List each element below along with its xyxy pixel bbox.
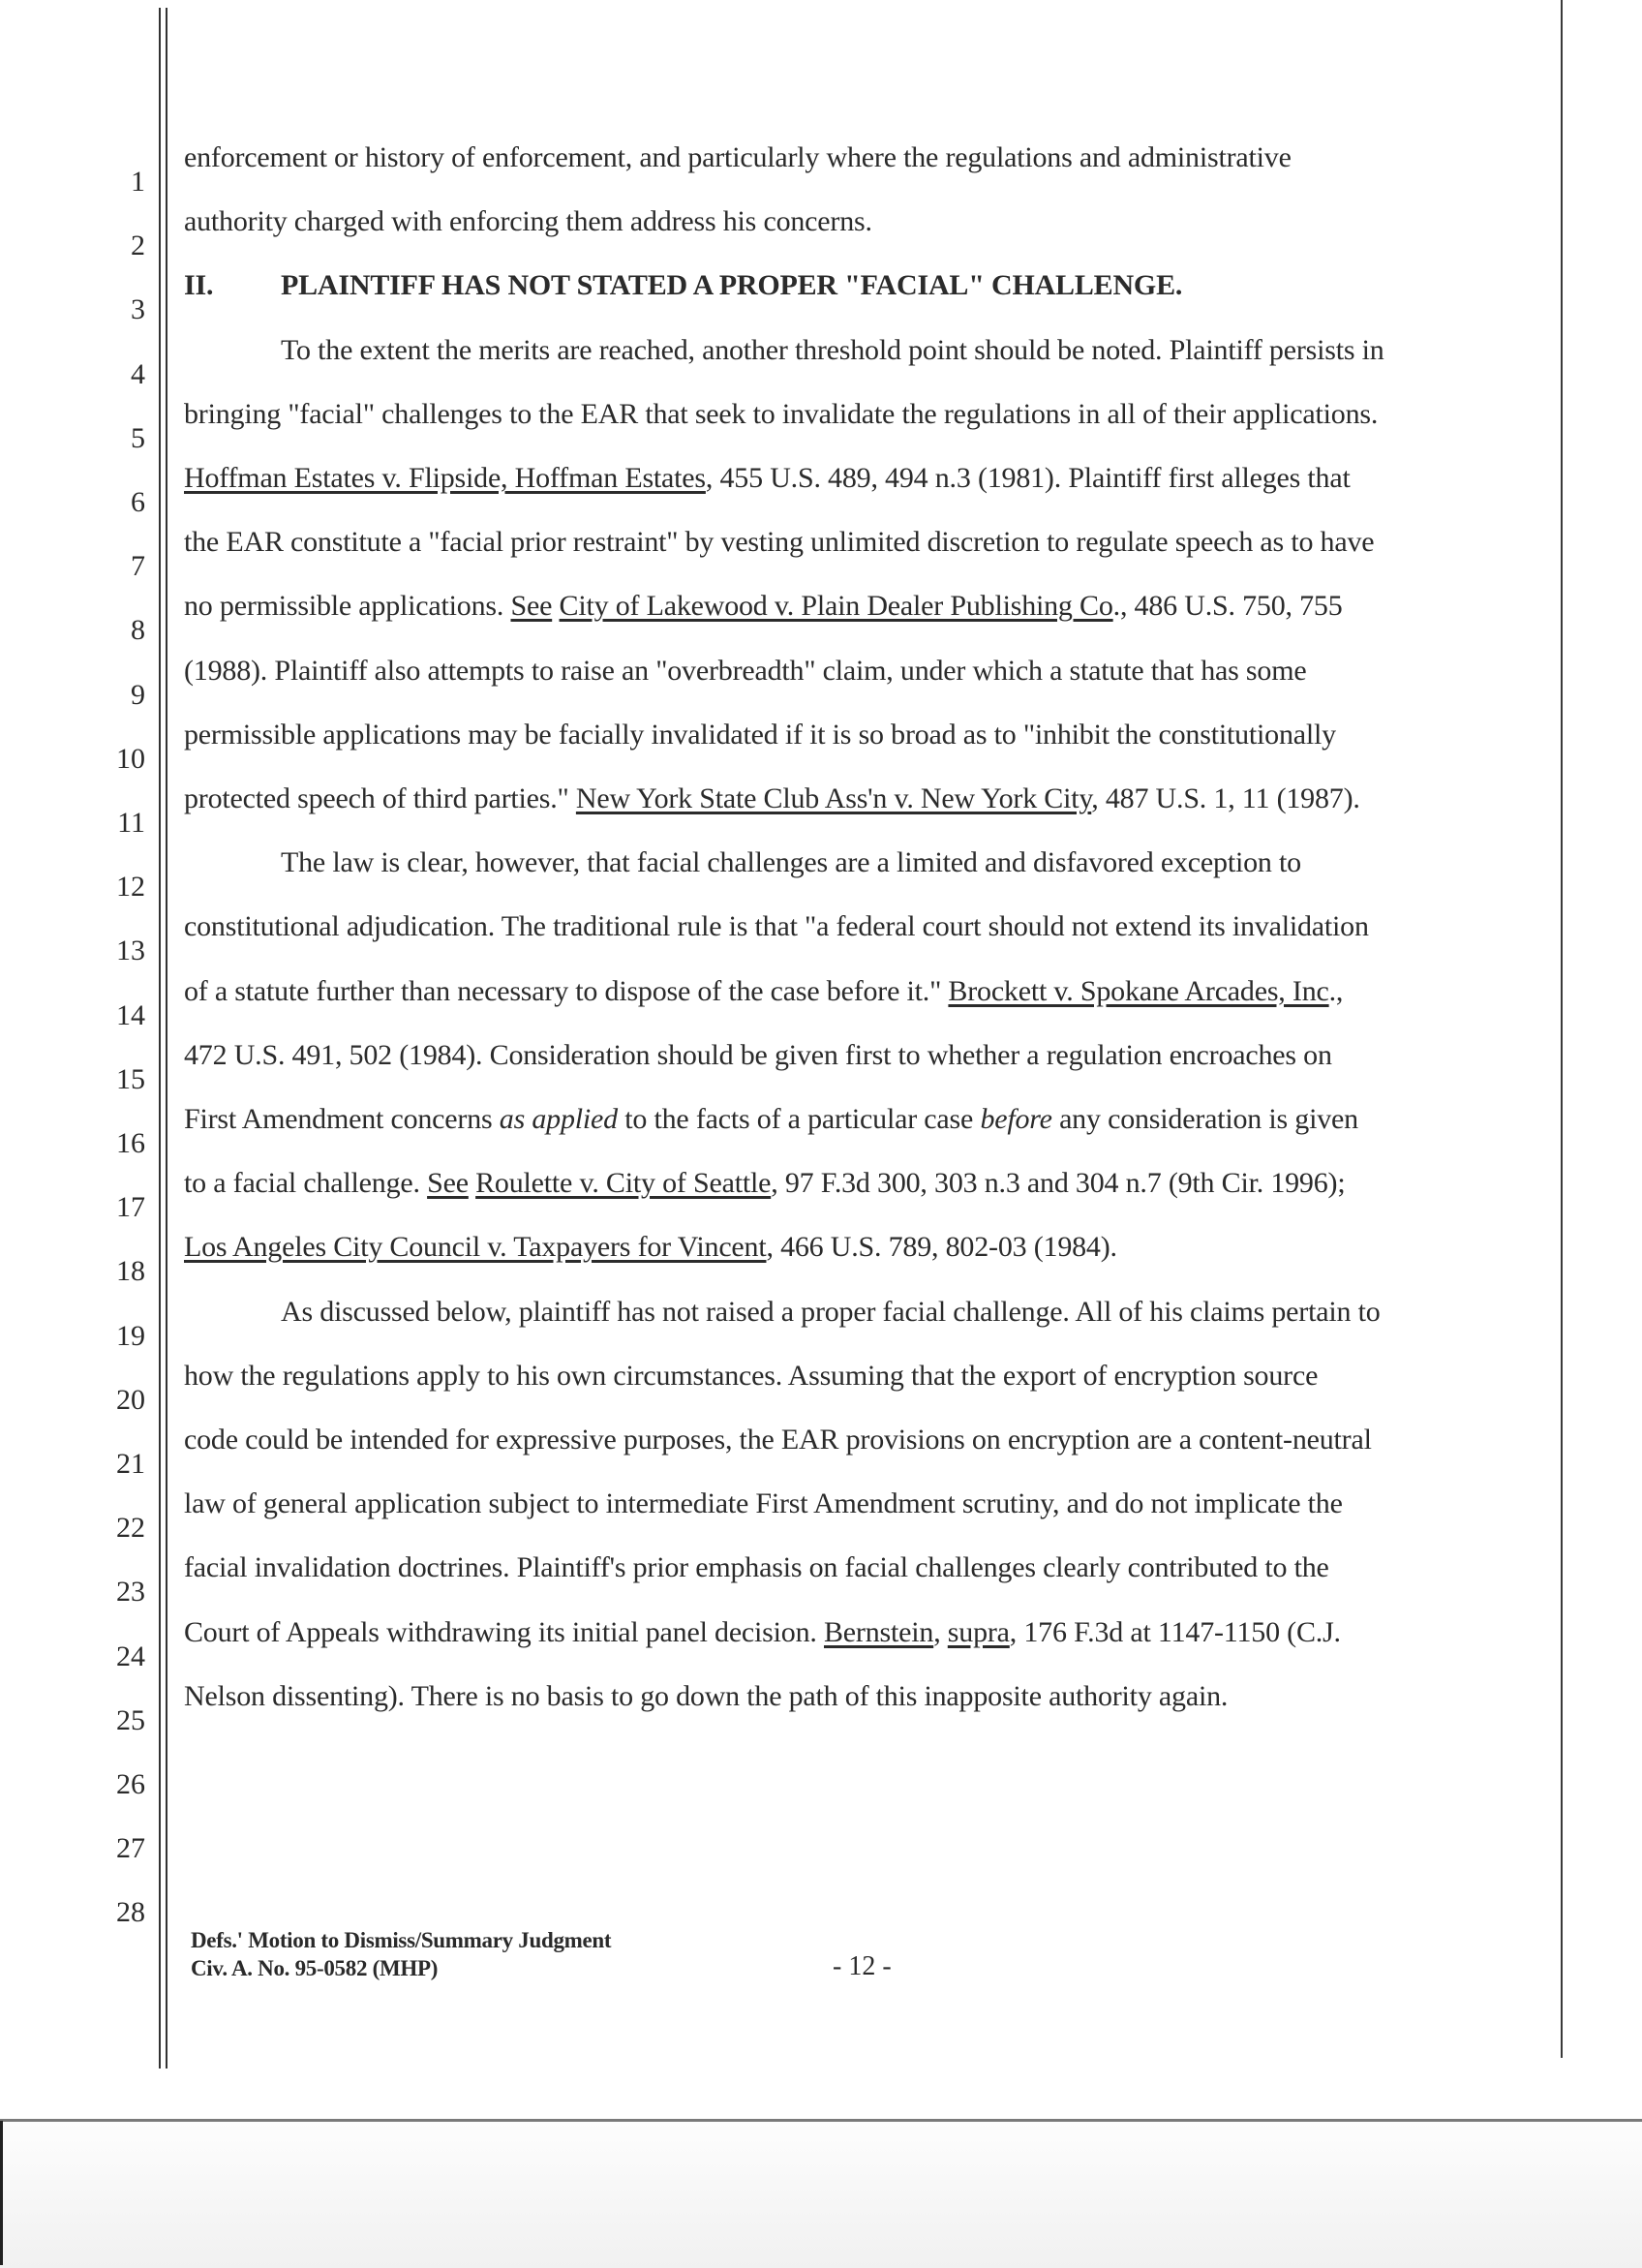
text-segment: , 97 F.3d 300, 303 n.3 and 304 n.7 (9th Cir. 1996); xyxy=(771,1167,1346,1200)
text-line xyxy=(184,910,1369,943)
case-citation: Bernstein xyxy=(824,1615,934,1648)
line-number: 22 xyxy=(116,1512,145,1545)
text-segment: enforcement or history of enforcement, and particularly where the regulations and administrative xyxy=(184,141,1292,173)
text-segment: , 455 U.S. 489, 494 n.3 (1981). Plaintiff first alleges that xyxy=(705,462,1351,494)
case-citation: Brockett v. Spokane Arcades, Inc xyxy=(948,974,1329,1007)
section-heading xyxy=(184,269,1182,302)
line-number: 23 xyxy=(116,1576,145,1609)
text-segment: 472 U.S. 491, 502 (1984). Consideration should be given first to whether a regulation encroaches on xyxy=(184,1038,1332,1071)
text-segment: the EAR constitute a "facial prior restraint" by vesting unlimited discretion to regulate speech as to have xyxy=(184,526,1375,559)
text-segment: , 466 U.S. 789, 802-03 (1984). xyxy=(766,1231,1117,1264)
line-number: 6 xyxy=(131,486,145,518)
text-line xyxy=(184,975,1343,1008)
line-number: 26 xyxy=(116,1768,145,1800)
text-segment: , 176 F.3d at 1147-1150 (C.J. xyxy=(1009,1615,1341,1648)
text-line xyxy=(184,1487,1343,1520)
line-number: 17 xyxy=(116,1191,145,1224)
line-number: 16 xyxy=(116,1127,145,1159)
scanner-edge xyxy=(0,2121,3,2265)
line-number: 20 xyxy=(116,1383,145,1416)
line-number: 4 xyxy=(131,357,145,390)
text-segment: bringing "facial" challenges to the EAR that seek to invalidate the regulations in all of their applications. xyxy=(184,397,1379,430)
text-line xyxy=(184,1231,1117,1264)
footer-case-number: Civ. A. No. 95-0582 (MHP) xyxy=(191,1956,439,1980)
case-citation: New York State Club Ass'n v. New York City xyxy=(575,782,1092,814)
line-number: 13 xyxy=(116,935,145,967)
section-number: II. xyxy=(184,269,214,302)
footer-caption xyxy=(191,1926,611,1982)
text-line xyxy=(184,462,1351,495)
case-citation: See xyxy=(510,590,553,623)
text-line xyxy=(184,1360,1318,1393)
emphasis-text: as applied xyxy=(499,1103,618,1135)
line-number: 11 xyxy=(117,807,145,839)
text-line xyxy=(184,334,1384,367)
text-segment: ., 486 U.S. 750, 755 xyxy=(1112,590,1343,623)
text-line xyxy=(184,141,1292,174)
case-citation: City of Lakewood v. Plain Dealer Publishing Co xyxy=(559,590,1113,623)
line-number: 24 xyxy=(116,1640,145,1672)
text-line xyxy=(184,1551,1329,1584)
text-line xyxy=(184,719,1336,751)
line-number: 27 xyxy=(116,1832,145,1865)
left-margin-double-rule-inner xyxy=(166,8,167,2069)
text-line xyxy=(184,398,1378,431)
text-segment: of a statute further than necessary to dispose of the case before it." xyxy=(184,974,949,1007)
text-line xyxy=(184,526,1374,559)
text-line xyxy=(184,205,872,238)
text-segment xyxy=(552,590,559,622)
text-line xyxy=(184,1167,1345,1200)
page-number: - 12 - xyxy=(833,1951,892,1981)
line-number: 2 xyxy=(131,230,145,262)
text-line xyxy=(184,846,1301,879)
line-number: 1 xyxy=(131,166,145,198)
text-segment: (1988). Plaintiff also attempts to raise an "overbreadth" claim, under which a statute that has some xyxy=(184,654,1307,687)
text-segment: Court of Appeals withdrawing its initial panel decision. xyxy=(184,1615,824,1648)
line-number: 8 xyxy=(131,614,145,647)
text-segment: how the regulations apply to his own circumstances. Assuming that the export of encryption source xyxy=(184,1359,1319,1392)
text-line xyxy=(184,655,1306,688)
text-segment: , xyxy=(933,1615,948,1648)
text-segment: PLAINTIFF HAS NOT STATED A PROPER "FACIAL" CHALLENGE. xyxy=(281,269,1183,302)
case-citation: Los Angeles City Council v. Taxpayers for Vincent xyxy=(184,1231,767,1264)
text-line xyxy=(184,1616,1341,1649)
text-segment: To the extent the merits are reached, another threshold point should be noted. Plaintiff persists in xyxy=(281,333,1384,366)
text-segment: The law is clear, however, that facial challenges are a limited and disfavored exception to xyxy=(281,846,1301,879)
scanner-bed-background xyxy=(0,2119,1642,2268)
line-number: 5 xyxy=(131,421,145,454)
text-line xyxy=(184,782,1360,815)
case-citation: See xyxy=(427,1167,469,1200)
text-segment: constitutional adjudication. The traditional rule is that "a federal court should not extend its invalidation xyxy=(184,910,1369,943)
text-segment: As discussed below, plaintiff has not raised a proper facial challenge. All of his claims pertain to xyxy=(281,1295,1381,1328)
line-number: 12 xyxy=(116,871,145,904)
line-number: 7 xyxy=(131,550,145,583)
text-line xyxy=(184,1680,1228,1713)
text-segment: permissible applications may be facially invalidated if it is so broad as to "inhibit the constitutionally xyxy=(184,718,1336,751)
text-segment: Nelson dissenting). There is no basis to go down the path of this inapposite authority again. xyxy=(184,1679,1229,1712)
footer-caption-title: Defs.' Motion to Dismiss/Summary Judgment xyxy=(191,1928,612,1952)
text-segment: facial invalidation doctrines. Plaintiff's prior emphasis on facial challenges clearly contributed to the xyxy=(184,1551,1329,1584)
line-number: 28 xyxy=(116,1896,145,1929)
text-segment: First Amendment concerns xyxy=(184,1103,500,1135)
text-segment: protected speech of third parties." xyxy=(184,782,576,814)
text-segment: , 487 U.S. 1, 11 (1987). xyxy=(1091,782,1360,814)
text-line xyxy=(184,1296,1381,1329)
emphasis-text: before xyxy=(980,1103,1052,1135)
text-segment: to a facial challenge. xyxy=(184,1167,428,1200)
text-line xyxy=(184,1039,1332,1072)
line-number: 25 xyxy=(116,1703,145,1736)
text-segment: law of general application subject to intermediate First Amendment scrutiny, and do not implicate the xyxy=(184,1487,1343,1520)
line-number: 10 xyxy=(116,742,145,775)
text-segment: no permissible applications. xyxy=(184,590,511,623)
text-segment: authority charged with enforcing them address his concerns. xyxy=(184,205,872,238)
text-segment: ., xyxy=(1328,974,1344,1007)
line-number: 9 xyxy=(131,678,145,711)
line-number: 19 xyxy=(116,1319,145,1352)
text-segment: code could be intended for expressive purposes, the EAR provisions on encryption are a content-neutral xyxy=(184,1424,1372,1456)
line-number: 15 xyxy=(116,1062,145,1095)
text-segment: to the facts of a particular case xyxy=(617,1103,981,1135)
line-number: 3 xyxy=(131,293,145,326)
line-number: 18 xyxy=(116,1255,145,1288)
line-number: 14 xyxy=(116,998,145,1031)
left-margin-double-rule xyxy=(159,8,161,2069)
case-citation: supra xyxy=(947,1615,1010,1648)
text-segment: any consideration is given xyxy=(1051,1103,1358,1135)
right-margin-rule xyxy=(1561,0,1563,2058)
case-citation: Hoffman Estates v. Flipside, Hoffman Estates xyxy=(184,462,706,494)
text-line xyxy=(184,1103,1358,1136)
line-number: 21 xyxy=(116,1448,145,1480)
text-line xyxy=(184,1424,1372,1456)
text-line xyxy=(184,590,1343,623)
case-citation: Roulette v. City of Seattle xyxy=(475,1167,772,1200)
